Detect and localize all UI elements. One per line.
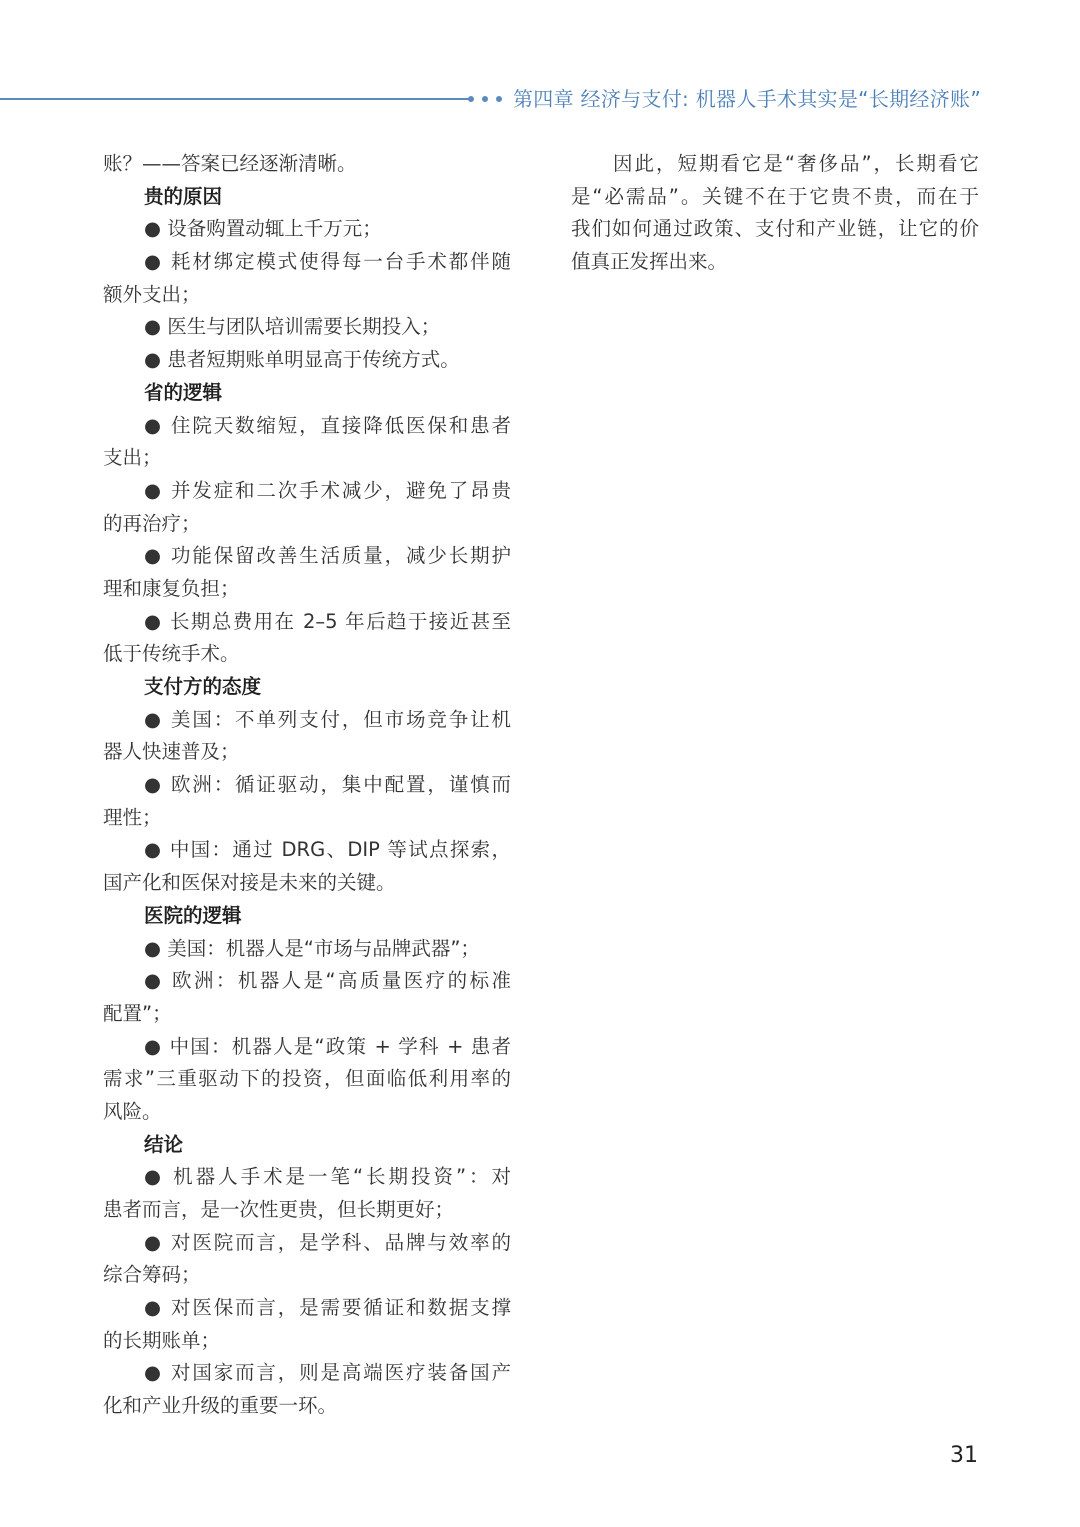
section-heading: 支付方的态度 [144, 675, 262, 698]
bullet-continuation: 的再治疗； [103, 511, 201, 535]
bullet-line: ● 对国家而言，则是高端医疗装备国产 [144, 1361, 511, 1385]
section-heading: 医院的逻辑 [144, 903, 242, 927]
bullet-continuation: 支出； [103, 446, 162, 470]
bullet-continuation: 额外支出； [103, 282, 201, 306]
bullet-continuation: 低于传统手术。 [103, 642, 240, 666]
bullet-continuation: 患者而言，是一次性更贵，但长期更好； [103, 1198, 455, 1221]
bullet-line: ● 欧洲：循证驱动，集中配置，谨慎而 [144, 773, 511, 797]
bullet-line: ● 并发症和二次手术减少，避免了昂贵 [144, 478, 511, 502]
bullet-continuation: 器人快速普及； [103, 740, 240, 764]
bullet-line: ● 机器人手术是一笔“长期投资”：对 [144, 1165, 511, 1189]
chapter-title: 第四章 经济与支付: 机器人手术其实是“长期经济账” [513, 87, 981, 111]
section-heading: 结论 [144, 1132, 184, 1156]
bullet-line: ● 中国：通过 DRG、DIP 等试点探索， [144, 838, 511, 862]
bullet-continuation: 配置”； [103, 1001, 172, 1025]
bullet-line: ● 医生与团队培训需要长期投入； [144, 315, 441, 339]
header-dots [468, 93, 504, 105]
bullet-line: ● 住院天数缩短，直接降低医保和患者 [144, 413, 511, 437]
section-heading: 贵的原因 [144, 184, 223, 208]
bullet-line: ● 欧洲：机器人是“高质量医疗的标准 [144, 969, 511, 993]
header-dot [496, 96, 502, 102]
bullet-line: ● 耗材绑定模式使得每一台手术都伴随 [144, 250, 511, 274]
bullet-line: ● 中国：机器人是“政策 + 学科 + 患者 [144, 1034, 511, 1058]
bullet-continuation: 国产化和医保对接是未来的关键。 [103, 871, 396, 895]
bullet-line: ● 患者短期账单明显高于传统方式。 [144, 348, 460, 372]
bullet-continuation: 综合筹码； [103, 1263, 201, 1287]
bullet-line: ● 设备购置动辄上千万元； [144, 217, 382, 241]
bullet-line: ● 对医保而言，是需要循证和数据支撑 [144, 1296, 511, 1320]
bullet-line: ● 美国：不单列支付，但市场竞争让机 [144, 707, 511, 731]
bullet-line: ● 美国：机器人是“市场与品牌武器”； [144, 936, 480, 960]
right-column [571, 148, 979, 279]
paragraph-line: 值真正发挥出来。 [571, 250, 728, 274]
paragraph-line: 因此，短期看它是“奢侈品”，长期看它 [613, 152, 979, 175]
chapter-header [0, 82, 1080, 116]
bullet-continuation: 理和康复负担； [103, 576, 240, 600]
bullet-continuation: 风险。 [103, 1099, 162, 1123]
page-number: 31 [950, 1443, 978, 1468]
bullet-line: ● 功能保留改善生活质量，减少长期护 [144, 544, 511, 568]
header-dot [468, 96, 474, 102]
left-column [103, 148, 511, 1423]
intro-line: 账？——答案已经逐渐清晰。 [103, 152, 357, 175]
header-dot [482, 96, 488, 102]
bullet-continuation: 化和产业升级的重要一环。 [103, 1394, 338, 1418]
bullet-continuation: 理性； [103, 805, 162, 829]
bullet-line: ● 对医院而言，是学科、品牌与效率的 [144, 1230, 511, 1254]
paragraph-line: 我们如何通过政策、支付和产业链，让它的价 [571, 217, 979, 241]
section-heading: 省的逻辑 [144, 380, 223, 404]
bullet-continuation: 需求”三重驱动下的投资，但面临低利用率的 [103, 1067, 511, 1091]
header-rule [0, 98, 470, 100]
paragraph-line: 是“必需品”。关键不在于它贵不贵，而在于 [571, 184, 979, 208]
bullet-line: ● 长期总费用在 2–5 年后趋于接近甚至 [144, 609, 511, 633]
bullet-continuation: 的长期账单； [103, 1328, 221, 1352]
